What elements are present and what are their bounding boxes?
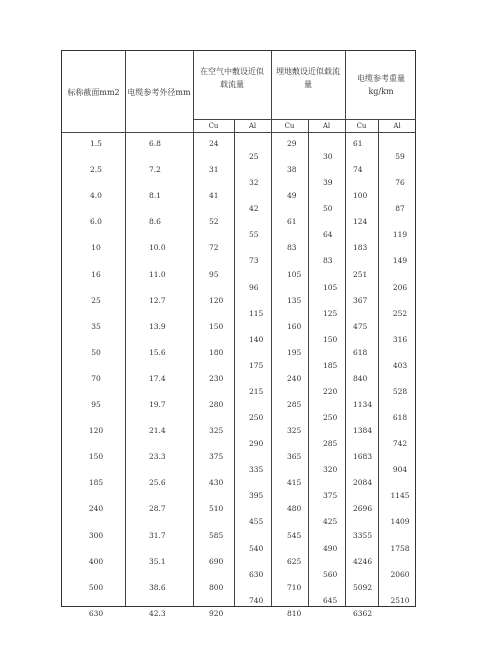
cell-air-cu: 150 — [209, 321, 224, 331]
cell-section: 630 — [88, 608, 104, 618]
cell-air-al: 250 — [249, 413, 264, 422]
cell-air-al: 630 — [249, 569, 264, 579]
cell-air-al: 55 — [249, 230, 259, 240]
cell-buried-al: 320 — [323, 465, 338, 475]
cell-air-cu: 510 — [209, 504, 224, 514]
cell-air-al: 740 — [249, 595, 264, 605]
cell-weight-cu: 5092 — [353, 582, 373, 592]
cell-weight-al: 1145 — [390, 491, 410, 501]
cell-buried-al: 560 — [323, 569, 338, 579]
column-divider — [271, 51, 272, 606]
column-divider — [345, 51, 346, 606]
cell-air-al: 290 — [249, 439, 264, 449]
cell-weight-cu: 367 — [353, 295, 368, 305]
cell-buried-cu: 49 — [287, 191, 297, 201]
cell-diameter: 6.8 — [149, 139, 161, 148]
sub-column-divider — [308, 119, 309, 606]
cell-weight-al: 206 — [392, 282, 408, 292]
cell-air-cu: 72 — [209, 243, 219, 253]
cell-air-cu: 24 — [209, 139, 219, 148]
cell-weight-al: 2060 — [390, 569, 410, 579]
cell-air-al: 42 — [249, 204, 259, 214]
cell-weight-al: 528 — [392, 386, 408, 396]
cell-buried-cu: 135 — [287, 295, 302, 305]
header-nominal-section: 标称截面mm2 — [67, 88, 120, 97]
cell-buried-cu: 545 — [287, 530, 302, 540]
cell-air-al: 96 — [249, 282, 259, 292]
cell-air-cu: 280 — [209, 400, 224, 409]
cell-weight-al: 119 — [392, 230, 408, 240]
cell-weight-al: 904 — [392, 465, 408, 475]
cell-air-al: 215 — [249, 386, 264, 396]
column-divider — [125, 51, 126, 606]
cell-air-cu: 95 — [209, 269, 219, 279]
header-weight: 电缆参考重量kg/km — [357, 74, 405, 96]
cell-buried-cu: 810 — [287, 608, 302, 618]
cell-buried-cu: 415 — [287, 478, 302, 488]
cell-air-cu: 180 — [209, 347, 224, 357]
subheader-buried-cu: Cu — [284, 122, 295, 130]
cell-weight-al: 316 — [392, 334, 408, 344]
cell-diameter: 42.3 — [149, 608, 166, 618]
cell-weight-cu: 251 — [353, 269, 368, 279]
cell-weight-cu: 74 — [353, 165, 363, 175]
cell-air-al: 140 — [249, 334, 264, 344]
cell-buried-al: 64 — [323, 230, 333, 240]
cell-air-al: 175 — [249, 360, 264, 370]
cell-weight-cu: 2696 — [353, 504, 373, 514]
cell-weight-al: 403 — [392, 360, 408, 370]
cell-air-cu: 230 — [209, 373, 224, 383]
cell-buried-cu: 480 — [287, 504, 302, 514]
cell-air-cu: 690 — [209, 556, 224, 566]
cell-buried-cu: 61 — [287, 217, 297, 227]
cell-air-cu: 585 — [209, 530, 224, 540]
cell-buried-al: 645 — [323, 595, 338, 605]
cell-diameter: 11.0 — [149, 269, 166, 279]
cell-air-al: 25 — [249, 152, 259, 161]
cell-buried-cu: 83 — [287, 243, 297, 253]
cell-section: 95 — [91, 400, 101, 409]
cell-buried-al: 50 — [323, 204, 333, 214]
cell-weight-cu: 4246 — [353, 556, 373, 566]
column-divider — [193, 51, 194, 606]
cell-buried-al: 150 — [323, 334, 338, 344]
cell-section: 16 — [91, 269, 101, 279]
header-buried-ampacity: 埋地敷设近似载流量 — [276, 67, 340, 89]
cell-weight-al: 76 — [395, 178, 405, 188]
cell-section: 10 — [91, 243, 101, 253]
cell-weight-al: 618 — [392, 413, 408, 422]
cell-air-al: 73 — [249, 256, 259, 266]
cell-buried-cu: 285 — [287, 400, 302, 409]
cell-buried-al: 83 — [323, 256, 333, 266]
cell-diameter: 25.6 — [149, 478, 166, 488]
subheader-air-al: Al — [248, 122, 257, 130]
cell-air-al: 335 — [249, 465, 264, 475]
header-bottom-rule — [62, 132, 416, 133]
cell-buried-cu: 710 — [287, 582, 302, 592]
cell-weight-cu: 1384 — [353, 426, 373, 436]
cell-buried-cu: 365 — [287, 452, 302, 462]
cell-air-al: 395 — [249, 491, 264, 501]
cell-buried-cu: 625 — [287, 556, 302, 566]
cell-buried-al: 125 — [323, 308, 338, 318]
cell-weight-cu: 124 — [353, 217, 368, 227]
cell-diameter: 8.6 — [149, 217, 161, 227]
cell-buried-cu: 160 — [287, 321, 302, 331]
cell-weight-al: 742 — [392, 439, 408, 449]
cell-diameter: 38.6 — [149, 582, 166, 592]
cell-weight-al: 2510 — [390, 595, 410, 605]
cell-section: 4.0 — [90, 191, 102, 201]
cell-air-cu: 800 — [209, 582, 224, 592]
header-subdivider — [193, 119, 416, 120]
cell-section: 500 — [88, 582, 104, 592]
subheader-weight-al: Al — [393, 122, 401, 130]
cell-buried-cu: 105 — [287, 269, 302, 279]
cell-diameter: 13.9 — [149, 321, 166, 331]
cell-diameter: 28.7 — [149, 504, 166, 514]
cell-air-cu: 120 — [209, 295, 224, 305]
cell-buried-cu: 38 — [287, 165, 297, 175]
cell-section: 50 — [91, 347, 101, 357]
cell-buried-cu: 240 — [287, 373, 302, 383]
cell-buried-al: 285 — [323, 439, 338, 449]
cell-buried-al: 220 — [323, 386, 338, 396]
cell-buried-al: 250 — [323, 413, 338, 422]
cell-buried-cu: 29 — [287, 139, 297, 148]
cell-section: 6.0 — [90, 217, 102, 227]
cell-buried-al: 425 — [323, 517, 338, 527]
cell-buried-al: 375 — [323, 491, 338, 501]
cell-buried-al: 30 — [323, 152, 333, 161]
cell-section: 120 — [88, 426, 104, 436]
cell-section: 70 — [91, 373, 101, 383]
cell-diameter: 10.0 — [149, 243, 166, 253]
cell-weight-al: 149 — [392, 256, 408, 266]
subheader-weight-cu: Cu — [356, 122, 367, 130]
cell-air-al: 455 — [249, 517, 264, 527]
cell-air-cu: 41 — [209, 191, 219, 201]
cell-diameter: 23.3 — [149, 452, 166, 462]
cell-section: 240 — [88, 504, 104, 514]
cell-diameter: 12.7 — [149, 295, 166, 305]
sub-column-divider — [234, 119, 235, 606]
cell-section: 400 — [88, 556, 104, 566]
cell-section: 2.5 — [90, 165, 102, 175]
cell-weight-al: 1409 — [390, 517, 410, 527]
cell-diameter: 21.4 — [149, 426, 166, 436]
cell-air-cu: 375 — [209, 452, 224, 462]
cell-weight-cu: 6362 — [353, 608, 373, 618]
cell-buried-al: 105 — [323, 282, 338, 292]
cell-weight-cu: 1134 — [353, 400, 373, 409]
cell-buried-cu: 325 — [287, 426, 302, 436]
cell-section: 300 — [88, 530, 104, 540]
cell-weight-al: 87 — [395, 204, 405, 214]
cell-weight-cu: 61 — [353, 139, 363, 148]
cell-air-cu: 52 — [209, 217, 219, 227]
cell-diameter: 8.1 — [149, 191, 161, 201]
cell-weight-cu: 2084 — [353, 478, 373, 488]
sub-column-divider — [378, 119, 379, 606]
cell-weight-al: 1758 — [390, 543, 410, 553]
cell-diameter: 7.2 — [149, 165, 161, 175]
cell-buried-al: 185 — [323, 360, 338, 370]
cell-air-cu: 920 — [209, 608, 224, 618]
cell-buried-al: 490 — [323, 543, 338, 553]
cell-weight-cu: 100 — [353, 191, 368, 201]
header-air-ampacity: 在空气中敷设近似载流量 — [200, 67, 264, 89]
cell-weight-al: 252 — [392, 308, 408, 318]
cell-weight-cu: 618 — [353, 347, 368, 357]
cell-diameter: 19.7 — [149, 400, 166, 409]
cell-section: 185 — [88, 478, 104, 488]
cell-weight-cu: 1683 — [353, 452, 373, 462]
cell-weight-cu: 475 — [353, 321, 368, 331]
cell-buried-cu: 195 — [287, 347, 302, 357]
cell-diameter: 17.4 — [149, 373, 166, 383]
cell-weight-al: 59 — [395, 152, 405, 161]
cell-weight-cu: 840 — [353, 373, 368, 383]
header-outer-diameter: 电缆参考外径mm — [127, 88, 191, 97]
cell-diameter: 35.1 — [149, 556, 166, 566]
cell-air-cu: 430 — [209, 478, 224, 488]
cell-diameter: 15.6 — [149, 347, 166, 357]
cell-diameter: 31.7 — [149, 530, 166, 540]
cell-section: 35 — [91, 321, 101, 331]
subheader-buried-al: Al — [322, 122, 331, 130]
cable-spec-table — [61, 50, 416, 618]
cell-section: 1.5 — [90, 139, 102, 148]
subheader-air-cu: Cu — [208, 122, 219, 130]
cell-buried-al: 39 — [323, 178, 333, 188]
cell-air-al: 32 — [249, 178, 259, 188]
cell-air-cu: 31 — [209, 165, 219, 175]
cell-weight-cu: 3355 — [353, 530, 373, 540]
cell-air-al: 115 — [249, 308, 264, 318]
cell-weight-cu: 183 — [353, 243, 368, 253]
cell-section: 150 — [88, 452, 104, 462]
cell-air-al: 540 — [249, 543, 264, 553]
cell-air-cu: 325 — [209, 426, 224, 436]
cell-section: 25 — [91, 295, 101, 305]
